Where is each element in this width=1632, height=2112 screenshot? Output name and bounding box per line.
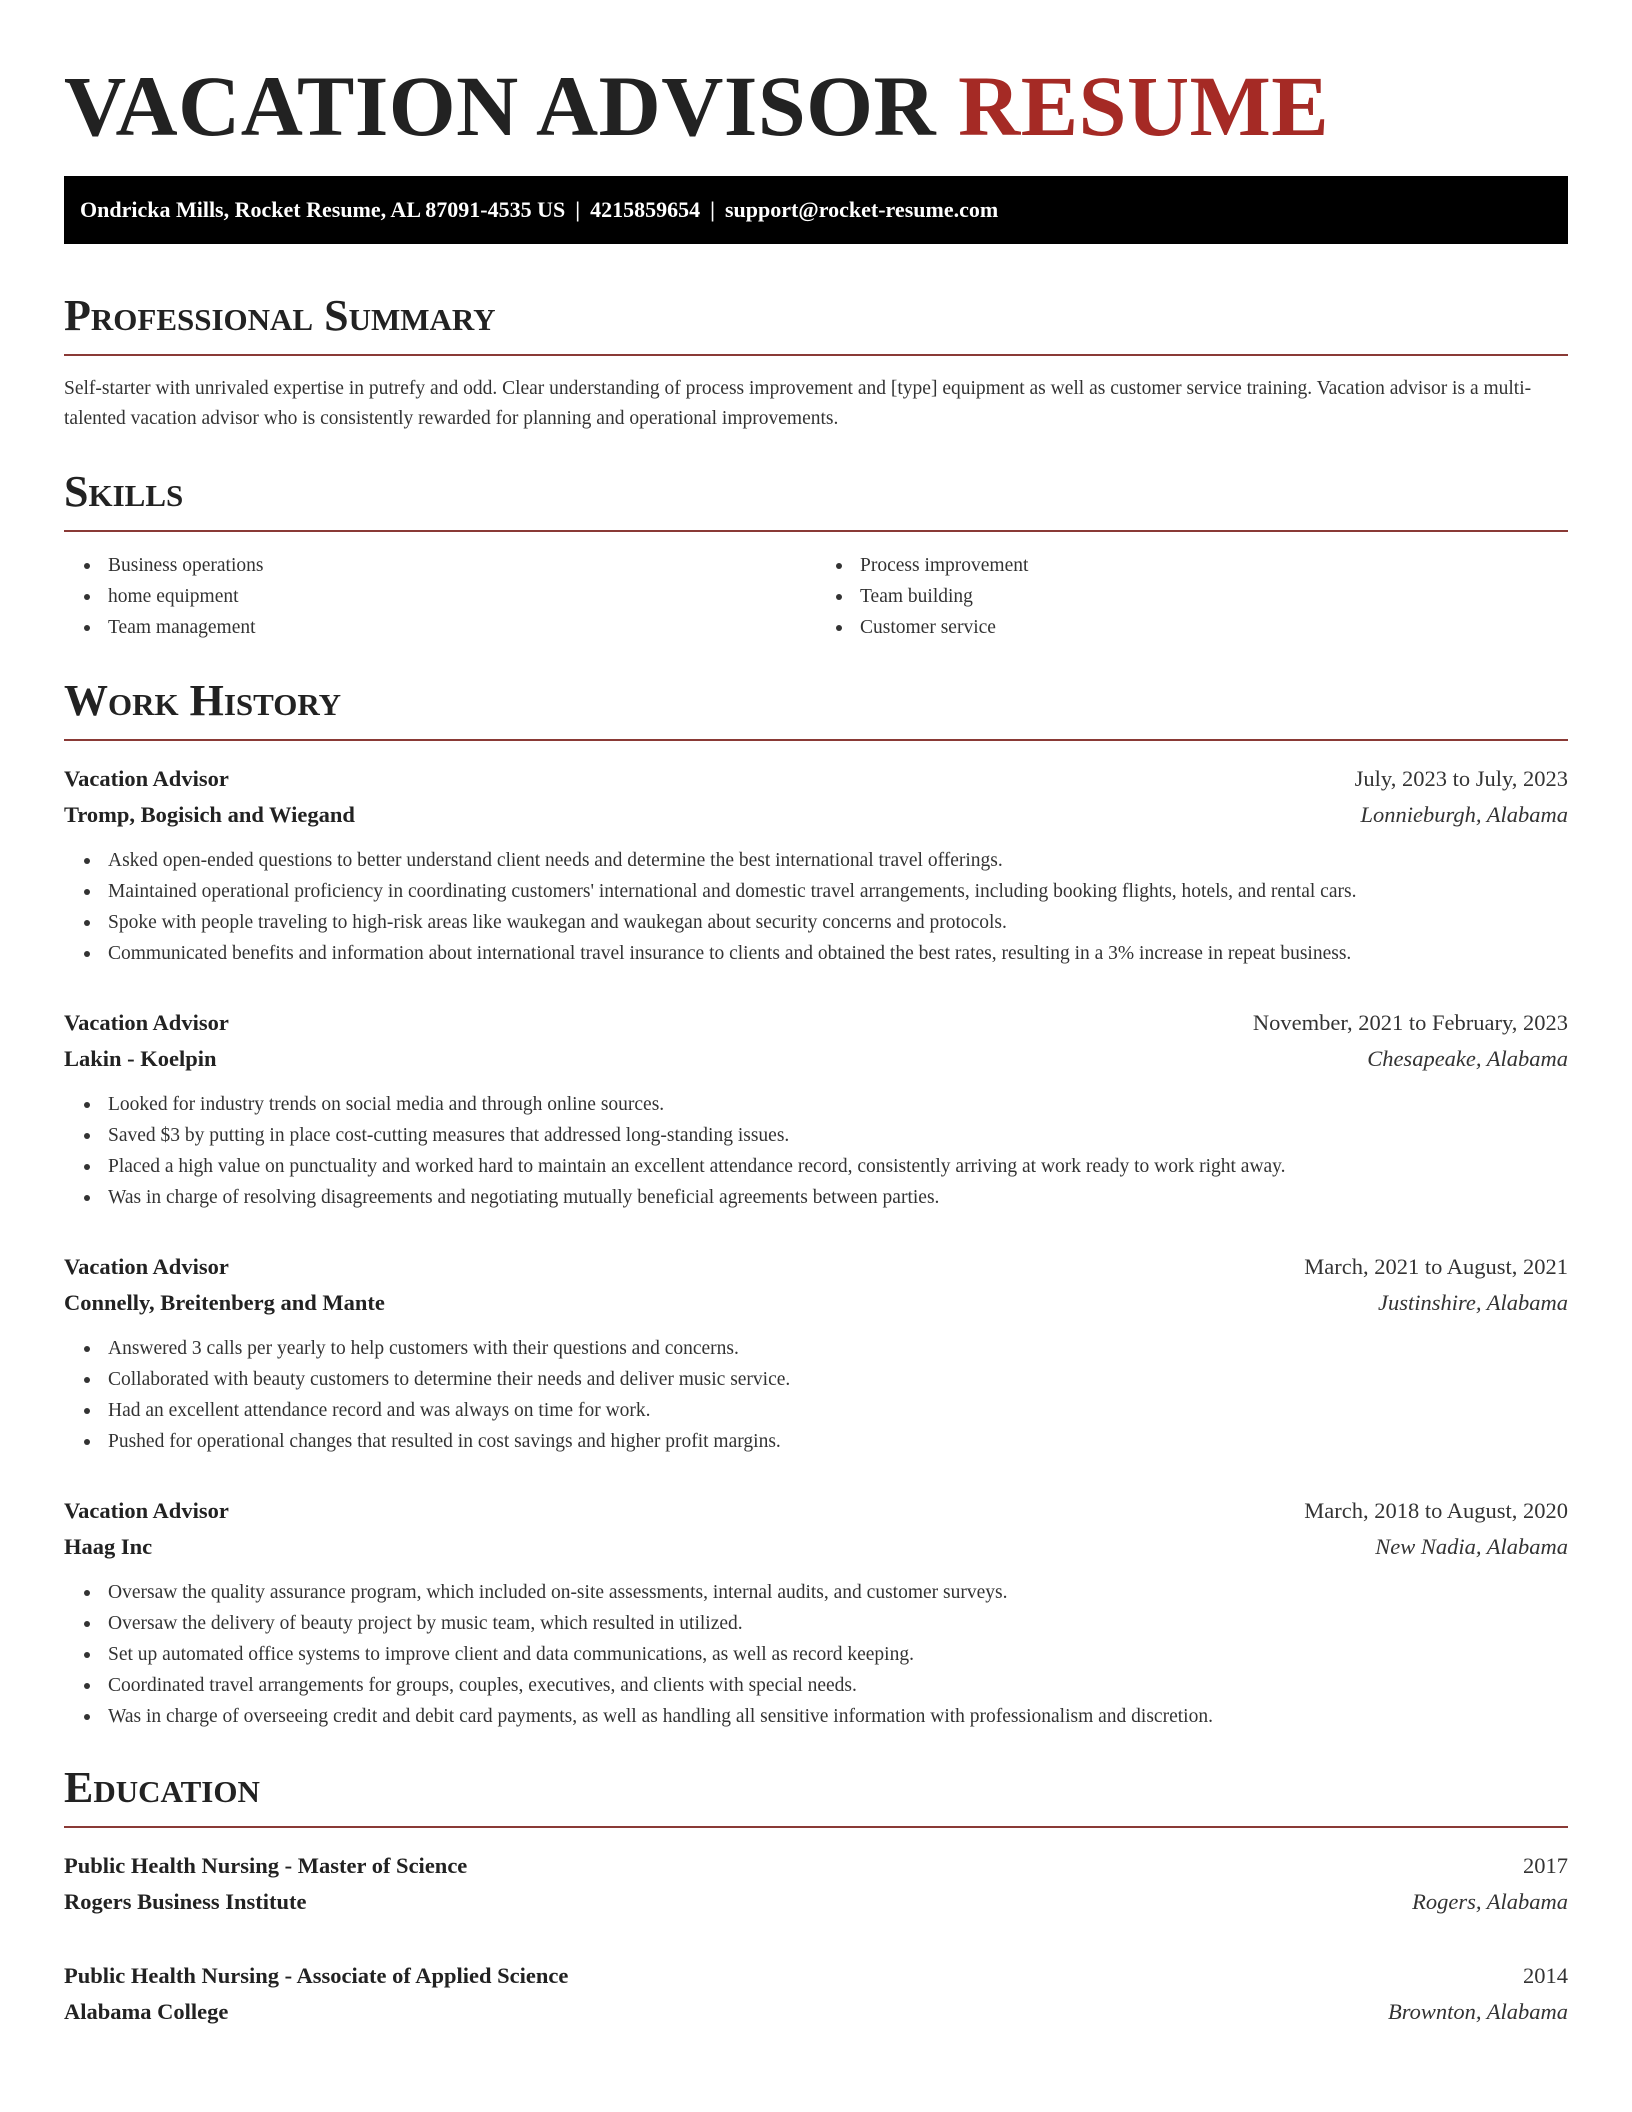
skill-item: Customer service (860, 612, 1568, 643)
education-year: 2017 (1523, 1853, 1568, 1878)
contact-separator: | (575, 197, 581, 222)
job-title: Vacation Advisor (64, 766, 229, 791)
job-location: Lonnieburgh, Alabama (1360, 802, 1568, 827)
section-divider (64, 354, 1568, 356)
education-location: Rogers, Alabama (1412, 1889, 1568, 1914)
job-bullet: Saved $3 by putting in place cost-cutting measures that addressed long-standing issues. (108, 1120, 1568, 1151)
job-location: Chesapeake, Alabama (1367, 1046, 1568, 1071)
job-entry (64, 1005, 1568, 1213)
skills-columns (64, 550, 1568, 643)
title-main: VACATION ADVISOR (64, 58, 937, 154)
skills-list-right (816, 550, 1568, 643)
contact-phone: 4215859654 (590, 197, 701, 222)
resume-title (64, 0, 1568, 156)
job-bullets (64, 1577, 1568, 1732)
section-divider (64, 1826, 1568, 1828)
job-header-row (64, 761, 1568, 797)
contact-separator: | (710, 197, 715, 222)
summary-text: Self-starter with unrivaled expertise in putrefy and odd. Clear understanding of process improvement and [type] equipment as well as customer service training. Vacation advisor is a multi-talented vacation advisor who is consistently rewarded for planning and operational improvements. (64, 378, 1532, 429)
education-entry (64, 1848, 1568, 1920)
job-bullet: Pushed for operational changes that resulted in cost savings and higher profit margins. (108, 1426, 1568, 1457)
education-section (64, 1760, 1568, 2030)
job-company-row (64, 797, 1568, 833)
job-dates: March, 2018 to August, 2020 (1304, 1498, 1568, 1523)
job-bullet: Oversaw the quality assurance program, which included on-site assessments, internal audits, and customer surveys. (108, 1577, 1568, 1608)
job-company: Connelly, Breitenberg and Mante (64, 1290, 385, 1315)
education-degree: Public Health Nursing - Master of Science (64, 1853, 468, 1878)
summary-section (64, 288, 1568, 434)
job-location: New Nadia, Alabama (1375, 1534, 1568, 1559)
education-degree-row (64, 1848, 1568, 1884)
contact-address: Ondricka Mills, Rocket Resume, AL 87091-4535 US (80, 197, 566, 222)
education-degree-row (64, 1958, 1568, 1994)
skills-list-left (64, 550, 816, 643)
job-bullet: Placed a high value on punctuality and worked hard to maintain an excellent attendance record, consistently arriving at work ready to work right away. (108, 1151, 1568, 1182)
job-title: Vacation Advisor (64, 1254, 229, 1279)
job-entry (64, 1249, 1568, 1457)
skill-item: Business operations (108, 550, 816, 581)
work-history-heading: Work History (64, 676, 342, 725)
job-company: Tromp, Bogisich and Wiegand (64, 802, 355, 827)
job-dates: November, 2021 to February, 2023 (1252, 1010, 1568, 1035)
job-header-row (64, 1249, 1568, 1285)
job-title: Vacation Advisor (64, 1498, 229, 1523)
section-divider (64, 739, 1568, 741)
job-bullet: Coordinated travel arrangements for groups, couples, executives, and clients with special needs. (108, 1670, 1568, 1701)
summary-heading: Professional Summary (64, 291, 496, 340)
title-accent: RESUME (958, 58, 1330, 154)
job-bullet: Had an excellent attendance record and was always on time for work. (108, 1395, 1568, 1426)
job-dates: March, 2021 to August, 2021 (1304, 1254, 1568, 1279)
contact-email: support@rocket-resume.com (724, 197, 999, 222)
job-dates: July, 2023 to July, 2023 (1354, 766, 1568, 791)
job-entry (64, 1493, 1568, 1732)
section-divider (64, 530, 1568, 532)
job-bullet: Maintained operational proficiency in coordinating customers' international and domestic travel arrangements, including booking flights, hotels, and rental cars. (108, 876, 1568, 907)
education-school-row (64, 1994, 1568, 2030)
job-bullet: Looked for industry trends on social media and through online sources. (108, 1089, 1568, 1120)
job-bullet: Communicated benefits and information about international travel insurance to clients and obtained the best rates, resulting in a 3% increase in repeat business. (108, 938, 1568, 969)
job-bullets (64, 1333, 1568, 1457)
job-bullet: Was in charge of resolving disagreements and negotiating mutually beneficial agreements between parties. (108, 1182, 1568, 1213)
job-bullet: Was in charge of overseeing credit and debit card payments, as well as handling all sensitive information with professionalism and discretion. (108, 1701, 1568, 1732)
job-bullet: Answered 3 calls per yearly to help customers with their questions and concerns. (108, 1333, 1568, 1364)
education-school-row (64, 1884, 1568, 1920)
job-header-row (64, 1005, 1568, 1041)
job-company-row (64, 1285, 1568, 1321)
job-bullet: Set up automated office systems to improve client and data communications, as well as record keeping. (108, 1639, 1568, 1670)
job-bullets (64, 1089, 1568, 1213)
work-history-section (64, 673, 1568, 1732)
job-company: Lakin - Koelpin (64, 1046, 217, 1071)
job-company-row (64, 1529, 1568, 1565)
education-entry (64, 1958, 1568, 2030)
skill-item: home equipment (108, 581, 816, 612)
skill-item: Team management (108, 612, 816, 643)
education-heading: Education (64, 1763, 260, 1812)
skill-item: Process improvement (860, 550, 1568, 581)
education-school: Rogers Business Institute (64, 1889, 307, 1914)
job-bullets (64, 845, 1568, 969)
job-bullet: Oversaw the delivery of beauty project by music team, which resulted in utilized. (108, 1608, 1568, 1639)
job-header-row (64, 1493, 1568, 1529)
contact-bar (64, 176, 1568, 244)
job-bullet: Asked open-ended questions to better understand client needs and determine the best international travel offerings. (108, 845, 1568, 876)
job-bullet: Collaborated with beauty customers to determine their needs and deliver music service. (108, 1364, 1568, 1395)
education-year: 2014 (1523, 1963, 1568, 1988)
skills-heading: Skills (64, 467, 184, 516)
education-school: Alabama College (64, 1999, 229, 2024)
job-bullet: Spoke with people traveling to high-risk areas like waukegan and waukegan about security concerns and protocols. (108, 907, 1568, 938)
job-location: Justinshire, Alabama (1378, 1290, 1568, 1315)
education-degree: Public Health Nursing - Associate of Applied Science (64, 1963, 569, 1988)
education-location: Brownton, Alabama (1387, 1999, 1568, 2024)
job-entry (64, 761, 1568, 969)
job-company-row (64, 1041, 1568, 1077)
job-title: Vacation Advisor (64, 1010, 229, 1035)
job-company: Haag Inc (64, 1534, 153, 1559)
skill-item: Team building (860, 581, 1568, 612)
skills-section (64, 464, 1568, 643)
